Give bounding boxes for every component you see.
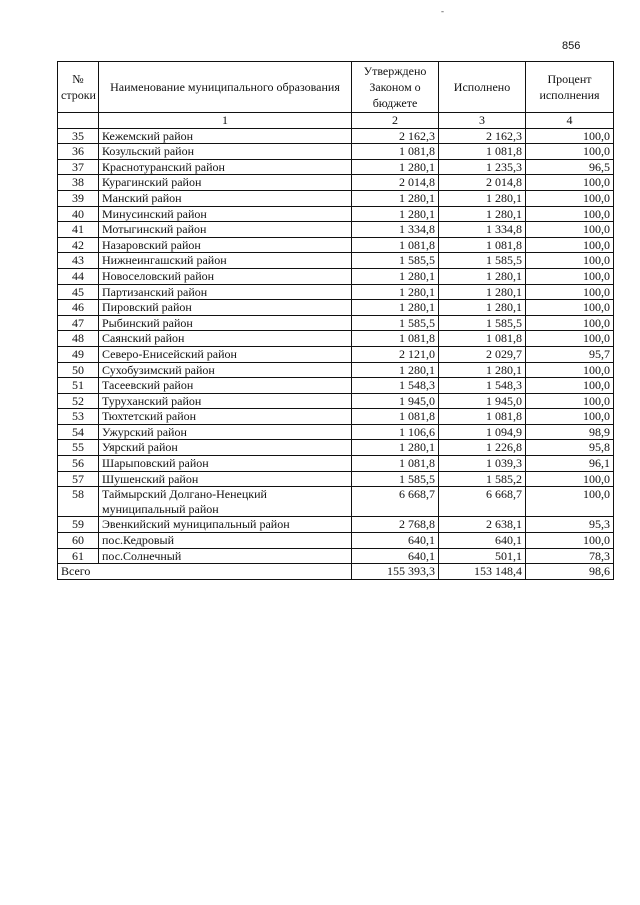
approved-amount: 1 585,5 (352, 471, 439, 487)
execution-percent: 100,0 (526, 128, 614, 144)
municipality-name: Северо-Енисейский район (99, 346, 352, 362)
table-row (58, 471, 614, 487)
row-number: 61 (58, 548, 99, 564)
approved-amount: 1 334,8 (352, 222, 439, 238)
execution-percent: 100,0 (526, 315, 614, 331)
row-number: 43 (58, 253, 99, 269)
table-row (58, 268, 614, 284)
row-number: 40 (58, 206, 99, 222)
approved-amount: 1 585,5 (352, 253, 439, 269)
executed-amount: 1 094,9 (439, 424, 526, 440)
executed-amount: 1 945,0 (439, 393, 526, 409)
row-number: 42 (58, 237, 99, 253)
execution-percent: 100,0 (526, 284, 614, 300)
execution-percent: 100,0 (526, 487, 614, 517)
total-approved: 155 393,3 (352, 564, 439, 580)
executed-amount: 1 585,5 (439, 315, 526, 331)
table-row (58, 253, 614, 269)
total-label: Всего (58, 564, 352, 580)
municipality-name: Саянский район (99, 331, 352, 347)
total-executed: 153 148,4 (439, 564, 526, 580)
execution-percent: 100,0 (526, 393, 614, 409)
row-number: 52 (58, 393, 99, 409)
header-percent: Процент исполнения (526, 62, 614, 113)
executed-amount: 1 280,1 (439, 284, 526, 300)
approved-amount: 2 768,8 (352, 517, 439, 533)
approved-amount: 1 280,1 (352, 362, 439, 378)
row-number: 36 (58, 144, 99, 160)
municipality-name: Тасеевский район (99, 378, 352, 394)
municipality-name: Шарыповский район (99, 456, 352, 472)
executed-amount: 1 585,5 (439, 253, 526, 269)
municipality-name: пос.Кедровый (99, 533, 352, 549)
executed-amount: 1 081,8 (439, 144, 526, 160)
municipality-name: Эвенкийский муниципальный район (99, 517, 352, 533)
municipality-name: пос.Солнечный (99, 548, 352, 564)
table-row (58, 331, 614, 347)
approved-amount: 640,1 (352, 548, 439, 564)
approved-amount: 640,1 (352, 533, 439, 549)
executed-amount: 640,1 (439, 533, 526, 549)
execution-percent: 100,0 (526, 362, 614, 378)
table-row (58, 456, 614, 472)
execution-percent: 100,0 (526, 409, 614, 425)
table-row (58, 222, 614, 238)
municipality-name: Козульский район (99, 144, 352, 160)
approved-amount: 1 106,6 (352, 424, 439, 440)
executed-amount: 1 280,1 (439, 206, 526, 222)
column-number: 3 (439, 113, 526, 129)
executed-amount: 2 029,7 (439, 346, 526, 362)
executed-amount: 1 081,8 (439, 237, 526, 253)
row-number: 46 (58, 300, 99, 316)
table-row (58, 393, 614, 409)
row-number: 37 (58, 159, 99, 175)
table-row (58, 175, 614, 191)
municipality-name: Таймырский Долгано-Ненецкий муниципальный район (99, 487, 352, 517)
execution-percent: 95,8 (526, 440, 614, 456)
approved-amount: 1 280,1 (352, 300, 439, 316)
table-row (58, 548, 614, 564)
approved-amount: 1 280,1 (352, 268, 439, 284)
table-row (58, 409, 614, 425)
table-row (58, 346, 614, 362)
municipality-name: Нижнеингашский район (99, 253, 352, 269)
approved-amount: 1 280,1 (352, 190, 439, 206)
execution-percent: 100,0 (526, 300, 614, 316)
approved-amount: 1 081,8 (352, 144, 439, 160)
column-number-blank (58, 113, 99, 129)
approved-amount: 2 014,8 (352, 175, 439, 191)
row-number: 50 (58, 362, 99, 378)
execution-percent: 100,0 (526, 237, 614, 253)
total-percent: 98,6 (526, 564, 614, 580)
row-number: 56 (58, 456, 99, 472)
executed-amount: 2 162,3 (439, 128, 526, 144)
page-number: 856 (562, 40, 581, 52)
approved-amount: 1 585,5 (352, 315, 439, 331)
municipality-name: Тюхтетский район (99, 409, 352, 425)
header-row (58, 62, 614, 113)
municipality-name: Назаровский район (99, 237, 352, 253)
execution-percent: 100,0 (526, 268, 614, 284)
executed-amount: 6 668,7 (439, 487, 526, 517)
approved-amount: 1 280,1 (352, 206, 439, 222)
approved-amount: 1 081,8 (352, 409, 439, 425)
table-row (58, 128, 614, 144)
header-executed: Исполнено (439, 62, 526, 113)
municipality-name: Кежемский район (99, 128, 352, 144)
execution-percent: 96,1 (526, 456, 614, 472)
executed-amount: 1 039,3 (439, 456, 526, 472)
execution-percent: 100,0 (526, 190, 614, 206)
approved-amount: 2 121,0 (352, 346, 439, 362)
approved-amount: 1 081,8 (352, 331, 439, 347)
municipality-name: Манский район (99, 190, 352, 206)
table-row (58, 424, 614, 440)
executed-amount: 1 280,1 (439, 190, 526, 206)
execution-percent: 95,7 (526, 346, 614, 362)
execution-percent: 98,9 (526, 424, 614, 440)
table-row (58, 284, 614, 300)
row-number: 38 (58, 175, 99, 191)
row-number: 39 (58, 190, 99, 206)
row-number: 49 (58, 346, 99, 362)
executed-amount: 1 235,3 (439, 159, 526, 175)
execution-percent: 100,0 (526, 331, 614, 347)
approved-amount: 1 280,1 (352, 284, 439, 300)
row-number: 58 (58, 487, 99, 517)
row-number: 57 (58, 471, 99, 487)
executed-amount: 1 081,8 (439, 331, 526, 347)
municipality-name: Мотыгинский район (99, 222, 352, 238)
execution-percent: 78,3 (526, 548, 614, 564)
executed-amount: 501,1 (439, 548, 526, 564)
header-municipality-name: Наименование муниципального образования (99, 62, 352, 113)
row-number: 53 (58, 409, 99, 425)
approved-amount: 1 280,1 (352, 440, 439, 456)
row-number: 47 (58, 315, 99, 331)
municipality-name: Шушенский район (99, 471, 352, 487)
execution-percent: 100,0 (526, 471, 614, 487)
municipality-name: Рыбинский район (99, 315, 352, 331)
table-row (58, 144, 614, 160)
municipality-name: Краснотуранский район (99, 159, 352, 175)
municipality-name: Минусинский район (99, 206, 352, 222)
row-number: 48 (58, 331, 99, 347)
approved-amount: 1 548,3 (352, 378, 439, 394)
row-number: 35 (58, 128, 99, 144)
municipality-name: Уярский район (99, 440, 352, 456)
executed-amount: 1 280,1 (439, 362, 526, 378)
table-row (58, 378, 614, 394)
table-row (58, 206, 614, 222)
row-number: 54 (58, 424, 99, 440)
approved-amount: 1 081,8 (352, 456, 439, 472)
table-row (58, 237, 614, 253)
budget-execution-table (57, 61, 614, 580)
header-row-number: № строки (58, 62, 99, 113)
execution-percent: 100,0 (526, 144, 614, 160)
municipality-name: Курагинский район (99, 175, 352, 191)
column-number: 1 (99, 113, 352, 129)
executed-amount: 1 081,8 (439, 409, 526, 425)
executed-amount: 2 014,8 (439, 175, 526, 191)
row-number: 59 (58, 517, 99, 533)
approved-amount: 1 081,8 (352, 237, 439, 253)
table-row (58, 315, 614, 331)
approved-amount: 6 668,7 (352, 487, 439, 517)
table-row (58, 190, 614, 206)
row-number: 41 (58, 222, 99, 238)
executed-amount: 1 280,1 (439, 268, 526, 284)
execution-percent: 100,0 (526, 206, 614, 222)
execution-percent: 100,0 (526, 222, 614, 238)
row-number: 51 (58, 378, 99, 394)
column-number-row (58, 113, 614, 129)
execution-percent: 96,5 (526, 159, 614, 175)
municipality-name: Сухобузимский район (99, 362, 352, 378)
municipality-name: Партизанский район (99, 284, 352, 300)
table-row (58, 159, 614, 175)
execution-percent: 95,3 (526, 517, 614, 533)
approved-amount: 1 280,1 (352, 159, 439, 175)
executed-amount: 1 226,8 (439, 440, 526, 456)
municipality-name: Туруханский район (99, 393, 352, 409)
column-number: 4 (526, 113, 614, 129)
approved-amount: 1 945,0 (352, 393, 439, 409)
municipality-name: Ужурский район (99, 424, 352, 440)
municipality-name: Пировский район (99, 300, 352, 316)
table-row (58, 533, 614, 549)
executed-amount: 2 638,1 (439, 517, 526, 533)
approved-amount: 2 162,3 (352, 128, 439, 144)
execution-percent: 100,0 (526, 175, 614, 191)
executed-amount: 1 280,1 (439, 300, 526, 316)
table-row (58, 487, 614, 517)
execution-percent: 100,0 (526, 253, 614, 269)
total-row (58, 564, 614, 580)
header-approved: Утверждено Законом о бюджете (352, 62, 439, 113)
row-number: 44 (58, 268, 99, 284)
table-row (58, 300, 614, 316)
execution-percent: 100,0 (526, 533, 614, 549)
table-row (58, 362, 614, 378)
table-row (58, 440, 614, 456)
table-row (58, 517, 614, 533)
row-number: 45 (58, 284, 99, 300)
executed-amount: 1 334,8 (439, 222, 526, 238)
corner-mark: - (441, 6, 444, 16)
table-body (58, 128, 614, 564)
executed-amount: 1 585,2 (439, 471, 526, 487)
executed-amount: 1 548,3 (439, 378, 526, 394)
municipality-name: Новоселовский район (99, 268, 352, 284)
row-number: 60 (58, 533, 99, 549)
execution-percent: 100,0 (526, 378, 614, 394)
column-number: 2 (352, 113, 439, 129)
row-number: 55 (58, 440, 99, 456)
